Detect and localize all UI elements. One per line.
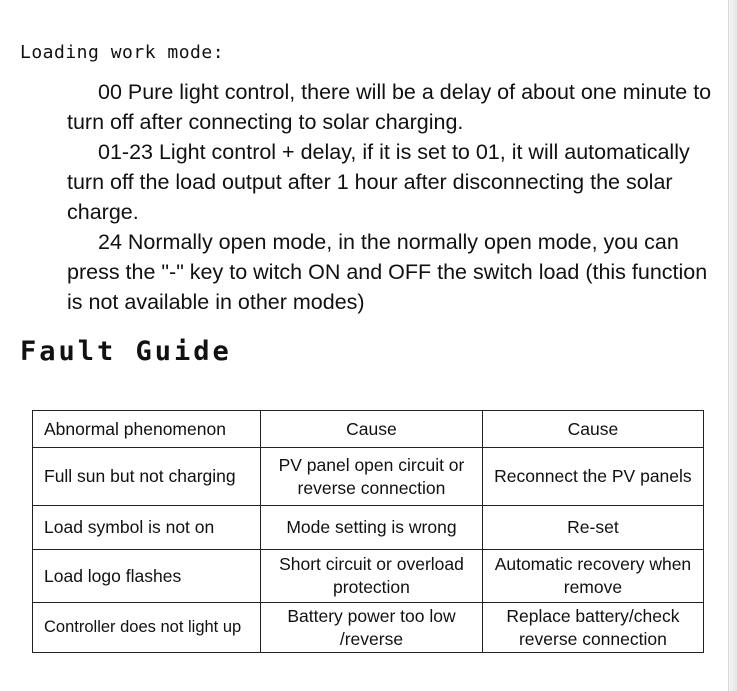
header-solution: Cause (482, 411, 703, 448)
table-cell: Automatic recovery when remove (482, 550, 703, 603)
table-cell: Re-set (482, 506, 703, 550)
page-edge (728, 0, 737, 691)
table-cell: Full sun but not charging (33, 448, 261, 506)
table-cell: Short circuit or overload protection (261, 550, 483, 603)
table-cell: Replace battery/check reverse connection (482, 603, 703, 653)
table-cell: Reconnect the PV panels (482, 448, 703, 506)
header-cause: Cause (261, 411, 483, 448)
table-header-row (33, 411, 704, 448)
work-mode-heading: Loading work mode: (20, 42, 225, 63)
table-cell: Load symbol is not on (33, 506, 261, 550)
table-cell: PV panel open circuit or reverse connection (261, 448, 483, 506)
table-row (33, 550, 704, 603)
header-phenomenon: Abnormal phenomenon (33, 411, 261, 448)
work-mode-item-24: 24 Normally open mode, in the normally open mode, you can press the "-" key to witch ON and OFF the switch load (this function is not available in other modes) (67, 230, 708, 314)
work-mode-item-01-23: 01-23 Light control + delay, if it is set to 01, it will automatically turn off the load output after 1 hour after disconnecting the solar charge. (67, 140, 690, 224)
table-row (33, 506, 704, 550)
fault-guide-table (32, 410, 704, 653)
table-row (33, 603, 704, 653)
table-cell: Mode setting is wrong (261, 506, 483, 550)
table-cell: Load logo flashes (33, 550, 261, 603)
fault-guide-heading: Fault Guide (20, 336, 232, 367)
table-cell: Controller does not light up (33, 603, 261, 653)
table-cell: Battery power too low /reverse (261, 603, 483, 653)
work-mode-item-00: 00 Pure light control, there will be a delay of about one minute to turn off after connecting to solar charging. (67, 80, 712, 134)
work-mode-description (67, 77, 727, 317)
table-row (33, 448, 704, 506)
